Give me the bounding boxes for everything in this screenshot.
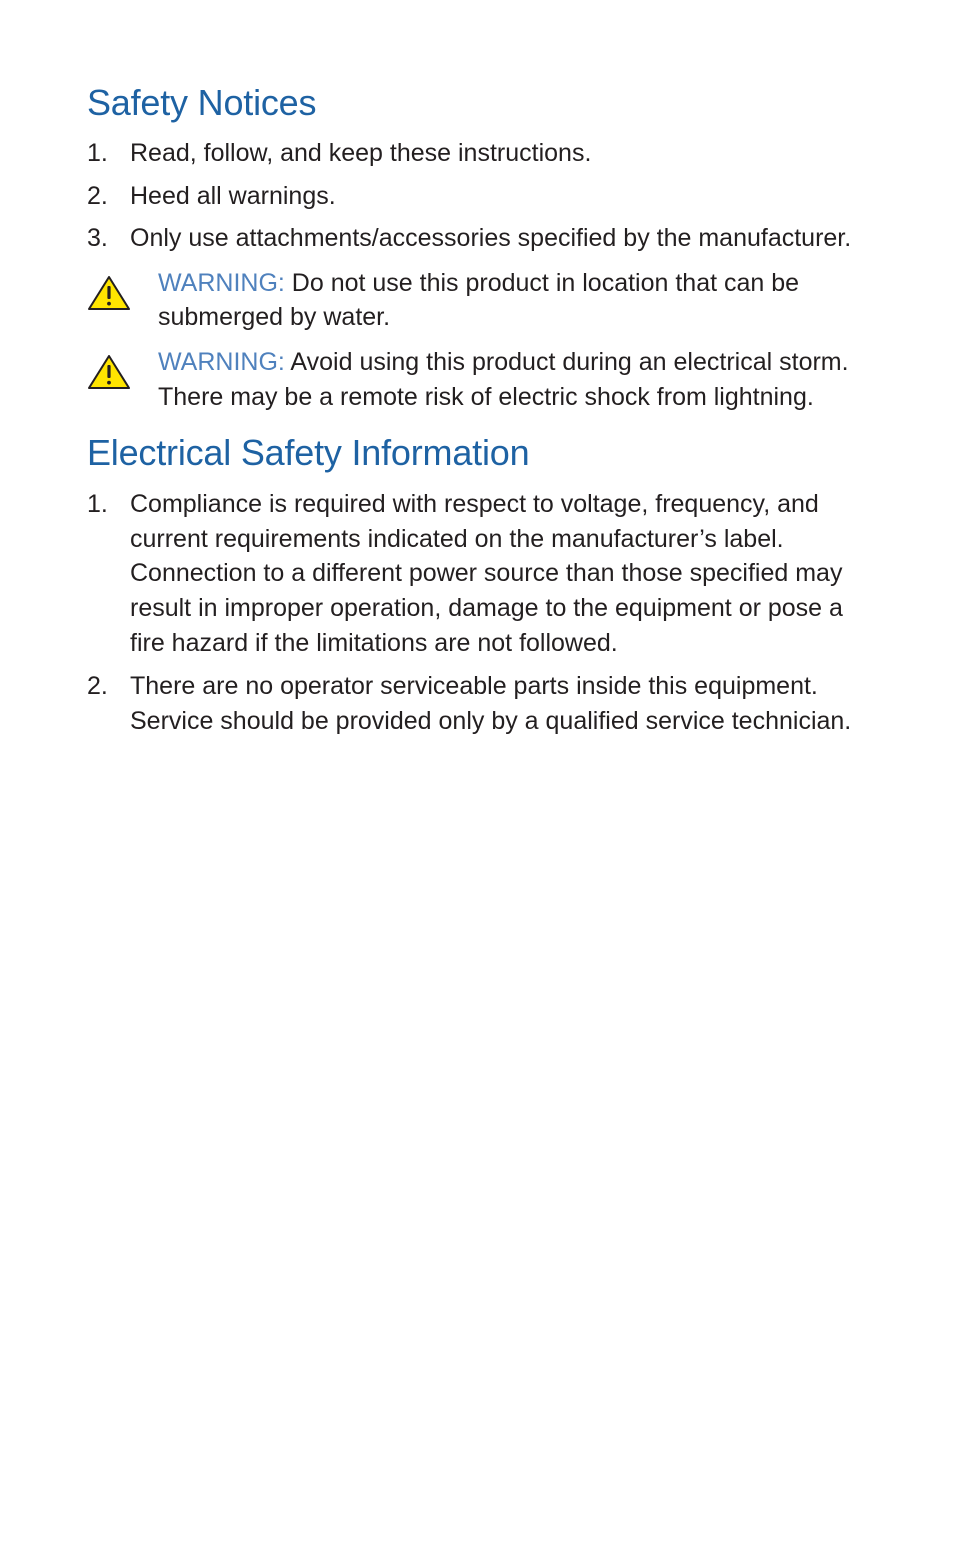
list-item xyxy=(87,179,877,214)
document-page xyxy=(87,78,877,738)
list-item-text: Heed all warnings. xyxy=(130,181,336,210)
warning-triangle-icon xyxy=(87,275,131,311)
list-item xyxy=(87,136,877,171)
list-item-number: 1. xyxy=(87,490,108,519)
warning-triangle-icon xyxy=(87,354,131,390)
electrical-safety-list xyxy=(87,487,877,738)
warning-label: WARNING: xyxy=(158,347,285,376)
electrical-safety-heading: Electrical Safety Information xyxy=(87,432,530,474)
warning-text: Avoid using this product during an electrical storm. There may be a remote risk of electric shock from lightning. xyxy=(158,347,849,411)
list-item-number: 2. xyxy=(87,181,108,210)
list-item xyxy=(87,669,877,738)
list-item-number: 3. xyxy=(87,224,108,253)
list-item xyxy=(87,221,877,256)
list-item-text: Compliance is required with respect to voltage, frequency, and current requirements indicated on the manufacturer’s label. Connection to a different power source than those specified may result in improper operation, damage to the equipment or pose a fire hazard if the limitations are not followed. xyxy=(130,490,843,657)
warning-notice xyxy=(87,345,877,414)
warning-label: WARNING: xyxy=(158,268,285,297)
warning-notice xyxy=(87,266,877,335)
list-item-number: 2. xyxy=(87,672,108,701)
list-item-number: 1. xyxy=(87,139,108,167)
warning-text: Do not use this product in location that can be submerged by water. xyxy=(158,268,800,332)
list-item-text: Read, follow, and keep these instructions. xyxy=(130,139,592,167)
list-item xyxy=(87,487,877,660)
list-item-text: There are no operator serviceable parts inside this equipment. Service should be provided only by a qualified service technician. xyxy=(130,672,852,735)
list-item-text: Only use attachments/accessories specified by the manufacturer. xyxy=(130,224,852,253)
safety-notices-list xyxy=(87,136,877,256)
safety-notices-heading: Safety Notices xyxy=(87,82,317,123)
